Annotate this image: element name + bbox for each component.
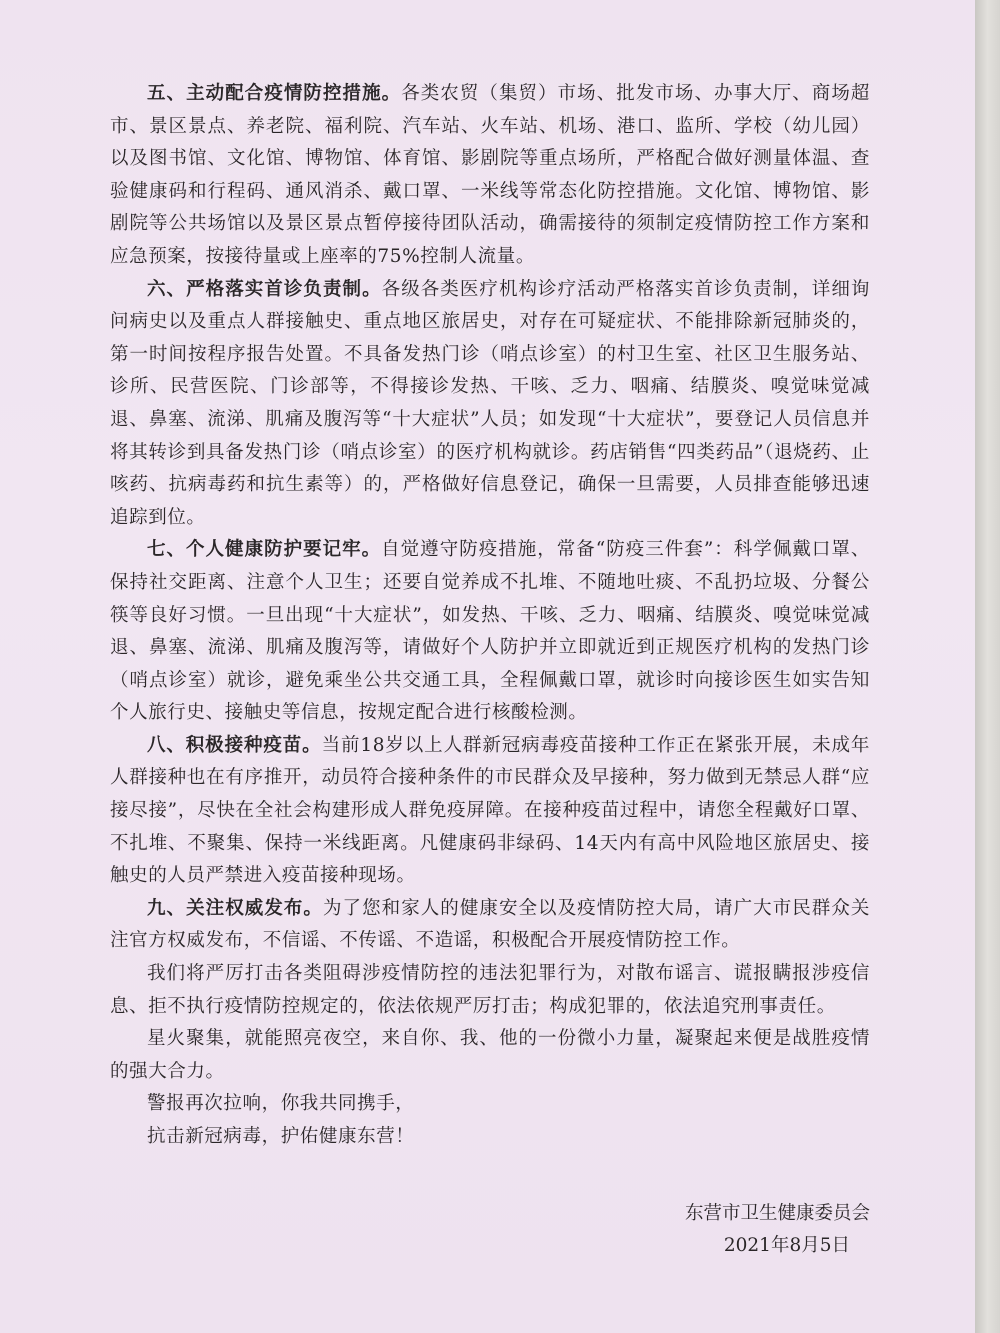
section-7-heading: 七、个人健康防护要记牢。 [147,539,382,561]
section-9-heading: 九、关注权威发布。 [147,897,323,919]
slogan-line-2: 抗击新冠病毒，护佑健康东营！ [147,1126,415,1147]
section-9 [110,893,870,958]
section-6 [110,274,870,535]
issuer-name: 东营市卫生健康委员会 [684,1203,870,1224]
section-7-body: 自觉遵守防疫措施，常备“防疫三件套”：科学佩戴口罩、保持社交距离、注意个人卫生；还要自觉养成不扎堆、不随地吐痰、不乱扔垃圾、分餐公筷等良好习惯。一旦出现“十大症状”，如发热、干咳、乏力、咽痛、结膜炎、嗅觉味觉减退、鼻塞、流涕、肌痛及腹泻等，请做好个人防护并立即就近到正规医疗机构的发热门诊（哨点诊室）就诊，避免乘坐公共交通工具，全程佩戴口罩，就诊时向接诊医生如实告知个人旅行史、接触史等信息，按规定配合进行核酸检测。 [110,539,870,724]
slogan-line-1: 警报再次拉响，你我共同携手， [147,1093,415,1115]
section-5-body: 各类农贸（集贸）市场、批发市场、办事大厅、商场超市、景区景点、养老院、福利院、汽车站、火车站、机场、港口、监所、学校（幼儿园）以及图书馆、文化馆、博物馆、体育馆、影剧院等重点场所，严格配合做好测量体温、查验健康码和行程码、通风消杀、戴口罩、一米线等常态化防控措施。文化馆、博物馆、影剧院等公共场馆以及景区景点暂停接待团队活动，确需接待的须制定疫情防控工作方案和应急预案，按接待量或上座率的75%控制人流量。 [110,83,870,267]
section-8-heading: 八、积极接种疫苗。 [147,734,322,756]
section-6-body: 各级各类医疗机构诊疗活动严格落实首诊负责制，详细询问病史以及重点人群接触史、重点地区旅居史，对存在可疑症状、不能排除新冠肺炎的，第一时间按程序报告处置。不具备发热门诊（哨点诊室）的村卫生室、社区卫生服务站、诊所、民营医院、门诊部等，不得接诊发热、干咳、乏力、咽痛、结膜炎、嗅觉味觉减退、鼻塞、流涕、肌痛及腹泻等“十大症状”人员；如发现“十大症状”，要登记人员信息并将其转诊到具备发热门诊（哨点诊室）的医疗机构就诊。药店销售“四类药品”（退烧药、止咳药、抗病毒药和抗生素等）的，严格做好信息登记，确保一旦需要，人员排查能够迅速追踪到位。 [110,278,870,528]
closing-paragraph-unity: 星火聚集，就能照亮夜空，来自你、我、他的一份微小力量，凝聚起来便是战胜疫情的强大合力。 [110,1028,870,1082]
section-8 [110,730,870,893]
table-edge [975,0,1000,1333]
signature-block [685,1198,870,1262]
section-6-heading: 六、严格落实首诊负责制。 [147,278,382,300]
section-8-body: 当前18岁以上人群新冠病毒疫苗接种工作正在紧张开展，未成年人群接种也在有序推开，动员符合接种条件的市民群众及早接种，努力做到无禁忌人群“应接尽接”，尽快在全社会构建形成人群免疫屏障。在接种疫苗过程中，请您全程戴好口罩、不扎堆、不聚集、保持一米线距离。凡健康码非绿码、14天内有高中风险地区旅居史、接触史的人员严禁进入疫苗接种现场。 [110,734,870,887]
section-7 [110,534,870,730]
section-5-heading: 五、主动配合疫情防控措施。 [147,83,402,104]
section-5 [110,78,870,274]
section-9-body: 为了您和家人的健康安全以及疫情防控大局，请广大市民群众关注官方权威发布，不信谣、不传谣、不造谣，积极配合开展疫情防控工作。 [110,897,870,952]
document-body [110,78,870,1154]
issue-date: 2021年8月5日 [723,1235,850,1256]
closing-paragraph-crackdown: 我们将严厉打击各类阻碍涉疫情防控的违法犯罪行为，对散布谣言、谎报瞒报涉疫信息、拒不执行疫情防控规定的，依法依规严厉打击；构成犯罪的，依法追究刑事责任。 [110,963,870,1017]
